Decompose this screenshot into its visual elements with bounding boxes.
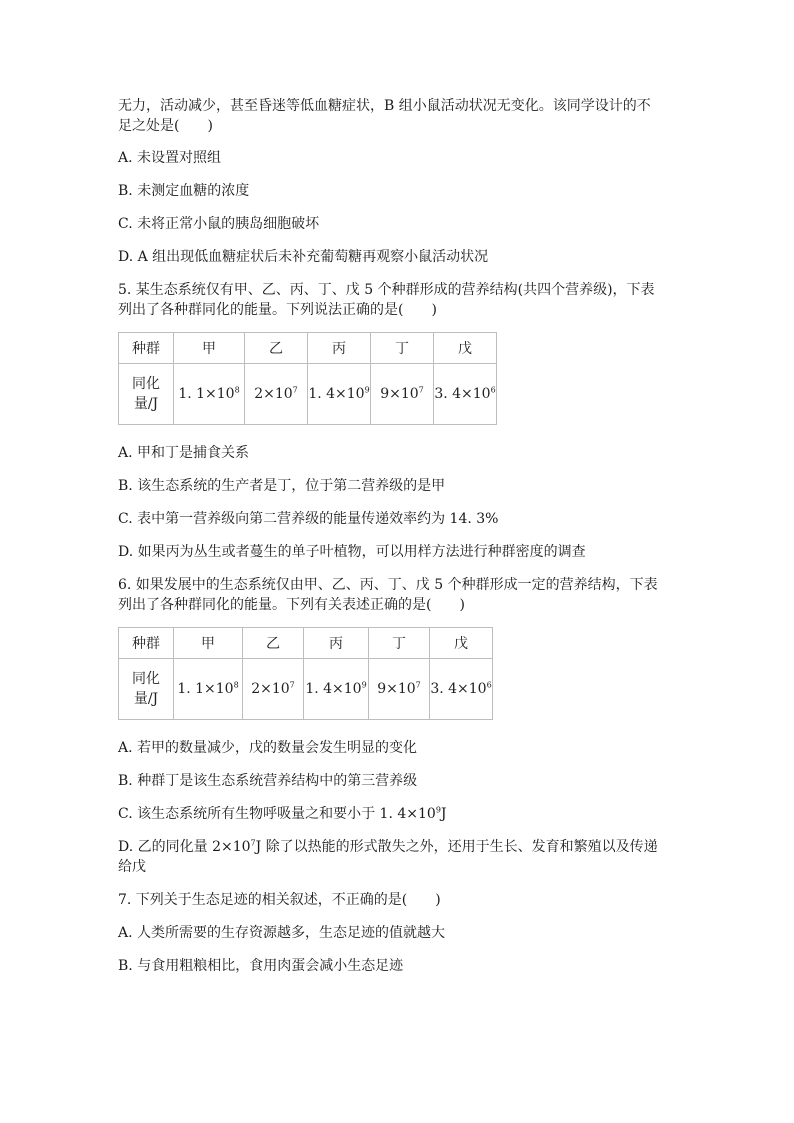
q6-option-c xyxy=(118,804,678,824)
q6-value-mantissa: 1. 4×10 xyxy=(305,681,362,697)
q6-option-d xyxy=(118,837,678,857)
q6-value-mantissa: 3. 4×10 xyxy=(430,681,487,697)
q7-option-b: B. 与食用粗粮相比，食用肉蛋会减小生态足迹 xyxy=(118,958,404,974)
q5-value-cell xyxy=(434,364,497,425)
q6-value-cell xyxy=(369,659,430,720)
q6-energy-table xyxy=(118,627,493,720)
q4-option-b: B. 未测定血糖的浓度 xyxy=(118,183,250,199)
q5-value-mantissa: 1. 1×10 xyxy=(178,386,235,402)
q5-value-mantissa: 1. 4×10 xyxy=(308,386,365,402)
q6-value-exponent: 6 xyxy=(486,680,492,690)
q5-value-exponent: 7 xyxy=(292,385,298,395)
q6-header-cell: 丙 xyxy=(304,628,369,659)
q5-header-cell: 乙 xyxy=(245,333,308,364)
q6-row-label-line-1: 同化 xyxy=(132,671,160,687)
q6-value-exponent: 7 xyxy=(289,680,295,690)
q6-value-cell xyxy=(243,659,304,720)
q5-value-exponent: 8 xyxy=(234,385,240,395)
q6-option-c-unit: J xyxy=(440,806,447,822)
q5-option-a: A. 甲和丁是捕食关系 xyxy=(118,445,250,461)
q7-stem: 7. 下列关于生态足迹的相关叙述，不正确的是( ) xyxy=(118,892,441,908)
q6-header-cell: 甲 xyxy=(174,628,243,659)
q5-stem-line-2: 列出了各种群同化的能量。下列说法正确的是( ) xyxy=(118,302,437,318)
intro-line-2: 足之处是( ) xyxy=(118,118,213,134)
q5-value-exponent: 6 xyxy=(490,385,496,395)
q6-row-label-line-2: 量/J xyxy=(133,691,159,707)
q6-option-c-text: C. 该生态系统所有生物呼吸量之和要小于 1. 4×10 xyxy=(118,806,436,822)
q6-option-d-line-2: 给戊 xyxy=(118,859,146,875)
q5-value-mantissa: 9×10 xyxy=(380,386,419,402)
q6-value-cell xyxy=(430,659,493,720)
q5-value-cell xyxy=(371,364,434,425)
q5-row-label xyxy=(119,364,174,425)
q6-option-c-exponent: 9 xyxy=(435,805,441,815)
q4-option-c: C. 未将正常小鼠的胰岛细胞破坏 xyxy=(118,216,320,232)
q5-value-exponent: 7 xyxy=(418,385,424,395)
q5-option-b: B. 该生态系统的生产者是丁，位于第二营养级的是甲 xyxy=(118,478,446,494)
q6-value-exponent: 9 xyxy=(361,680,367,690)
q5-value-cell xyxy=(174,364,245,425)
q5-header-cell: 丙 xyxy=(308,333,371,364)
q6-value-exponent: 7 xyxy=(415,680,421,690)
q7-option-a: A. 人类所需要的生存资源越多，生态足迹的值就越大 xyxy=(118,925,446,941)
document-page xyxy=(118,96,678,989)
q6-option-a: A. 若甲的数量减少，戊的数量会发生明显的变化 xyxy=(118,740,418,756)
q6-option-d-text: D. 乙的同化量 2×10 xyxy=(118,839,251,855)
q6-option-b: B. 种群丁是该生态系统营养结构中的第三营养级 xyxy=(118,773,418,789)
q6-value-mantissa: 9×10 xyxy=(377,681,416,697)
q5-value-cell xyxy=(245,364,308,425)
q4-option-a: A. 未设置对照组 xyxy=(118,150,222,166)
q6-option-d-exponent: 7 xyxy=(250,838,256,848)
q5-value-exponent: 9 xyxy=(364,385,370,395)
q6-header-cell: 种群 xyxy=(119,628,174,659)
q5-header-cell: 种群 xyxy=(119,333,174,364)
q6-stem-line-2: 列出了各种群同化的能量。下列有关表述正确的是( ) xyxy=(118,597,465,613)
q6-value-mantissa: 2×10 xyxy=(251,681,290,697)
q5-option-d: D. 如果丙为丛生或者蔓生的单子叶植物，可以用样方法进行种群密度的调查 xyxy=(118,544,586,560)
q5-header-cell: 丁 xyxy=(371,333,434,364)
q6-row-label xyxy=(119,659,174,720)
q6-value-cell xyxy=(174,659,243,720)
q6-value-cell xyxy=(304,659,369,720)
q5-stem-line-1: 5. 某生态系统仅有甲、乙、丙、丁、戊 5 个种群形成的营养结构(共四个营养级)，下表 xyxy=(118,282,655,298)
q5-header-cell: 甲 xyxy=(174,333,245,364)
q5-energy-table xyxy=(118,332,497,425)
q5-option-c: C. 表中第一营养级向第二营养级的能量传递效率约为 14. 3% xyxy=(118,511,499,527)
q6-header-cell: 戊 xyxy=(430,628,493,659)
q6-value-mantissa: 1. 1×10 xyxy=(177,681,234,697)
q6-stem-line-1: 6. 如果发展中的生态系统仅由甲、乙、丙、丁、戊 5 个种群形成一定的营养结构，下表 xyxy=(118,577,658,593)
q5-row-label-line-2: 量/J xyxy=(133,396,159,412)
intro-line-1: 无力，活动减少，甚至昏迷等低血糖症状，B 组小鼠活动状况无变化。该同学设计的不 xyxy=(118,98,651,114)
q5-value-cell xyxy=(308,364,371,425)
q6-value-exponent: 8 xyxy=(233,680,239,690)
q6-header-cell: 丁 xyxy=(369,628,430,659)
q5-value-mantissa: 3. 4×10 xyxy=(434,386,491,402)
q5-row-label-line-1: 同化 xyxy=(132,376,160,392)
q6-header-cell: 乙 xyxy=(243,628,304,659)
q5-header-cell: 戊 xyxy=(434,333,497,364)
q6-option-d-rest: J 除了以热能的形式散失之外，还用于生长、发育和繁殖以及传递 xyxy=(255,839,658,855)
q5-value-mantissa: 2×10 xyxy=(254,386,293,402)
q4-option-d: D. A 组出现低血糖症状后未补充葡萄糖再观察小鼠活动状况 xyxy=(118,249,489,265)
